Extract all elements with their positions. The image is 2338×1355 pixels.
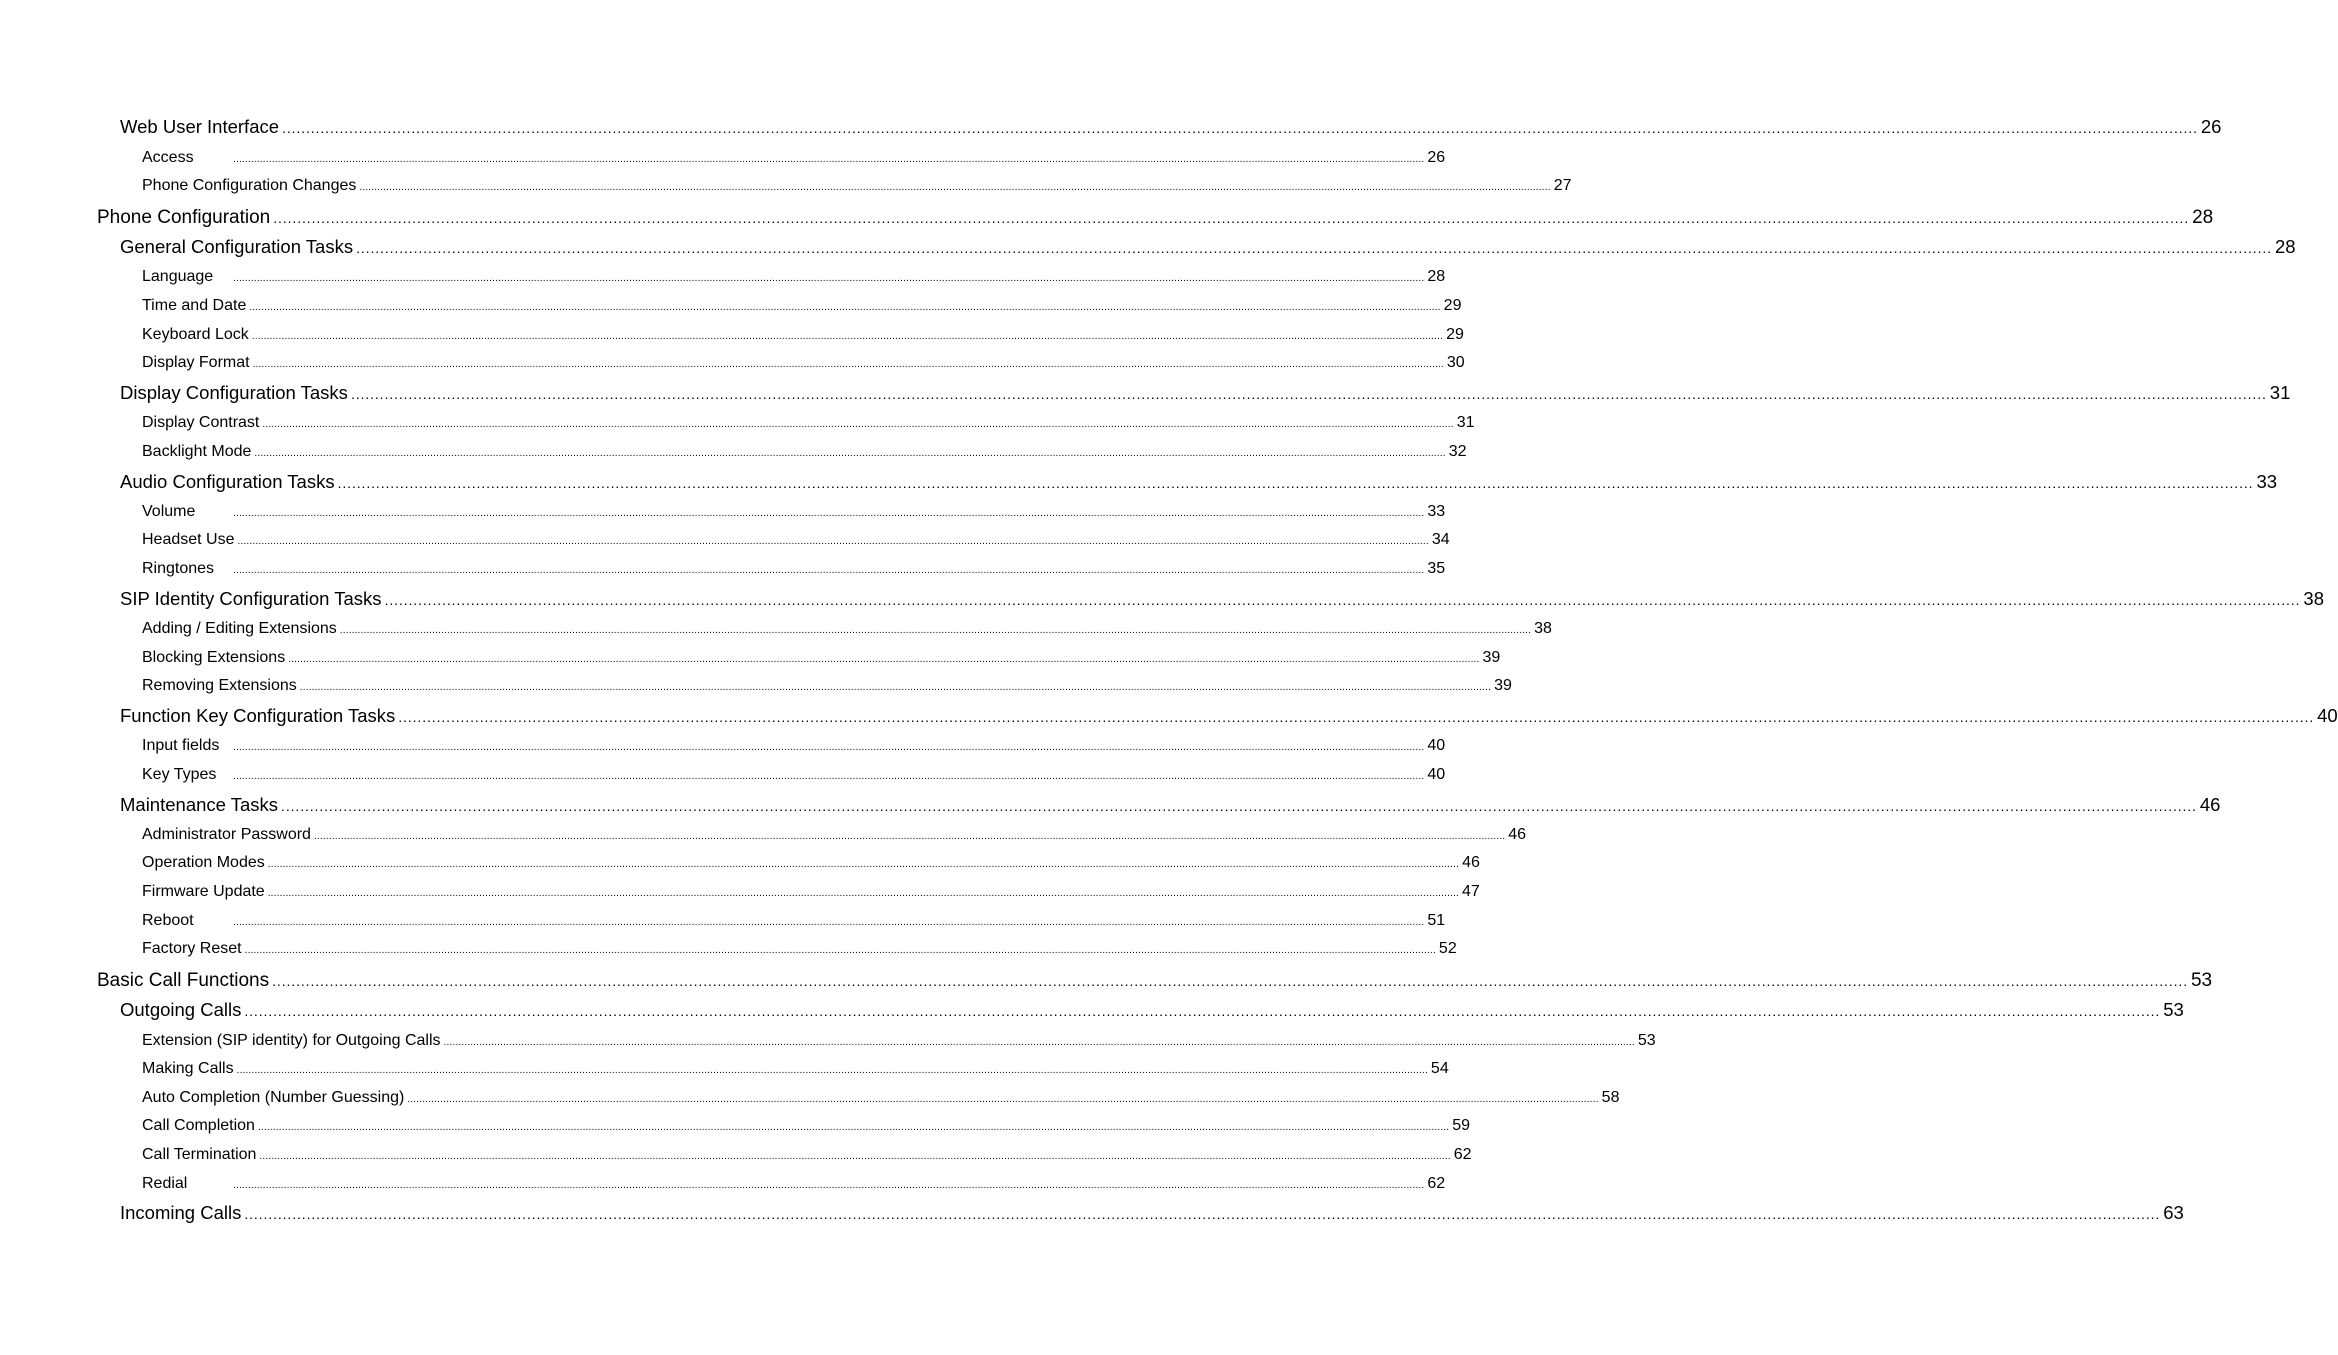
toc-entry-title: Function Key Configuration Tasks (120, 705, 396, 726)
toc-entry[interactable] (120, 1202, 2184, 1223)
toc-entry[interactable] (142, 268, 1446, 285)
toc-entry[interactable] (142, 677, 1512, 694)
dot-leader: ................................................................................................................................................................................................................................................................................................................................................................................................................ (236, 1065, 1428, 1076)
toc-entry-title: Input fields (142, 737, 220, 754)
toc-entry-page-number: 32 (1448, 443, 1467, 460)
dot-leader: ................................................................................................................................................................................................................................................................................................................................................................................................................ (398, 709, 2315, 725)
toc-entry[interactable] (120, 794, 2221, 815)
toc-entry-page-number: 38 (1534, 620, 1552, 637)
toc-entry-page-number: 54 (1430, 1060, 1449, 1077)
toc-entry-page-number: 46 (1462, 854, 1480, 871)
toc-entry[interactable] (142, 912, 1446, 929)
toc-entry-title: Firmware Update (142, 883, 265, 900)
toc-entry[interactable] (142, 354, 1465, 371)
dot-leader: ................................................................................................................................................................................................................................................................................................................................................................................................................ (359, 182, 1551, 193)
toc-entry[interactable] (142, 883, 1480, 900)
toc-entry-title: Call Completion (142, 1117, 255, 1134)
toc-entry[interactable] (142, 940, 1457, 957)
toc-entry-page-number: 34 (1431, 531, 1450, 548)
toc-entry[interactable] (142, 531, 1450, 548)
toc-entry-title: SIP Identity Configuration Tasks (120, 588, 382, 609)
toc-entry-page-number: 29 (1443, 297, 1462, 314)
toc-entry-title: Web User Interface (120, 116, 280, 137)
toc-entry-page-number: 53 (1637, 1032, 1656, 1049)
toc-entry[interactable] (120, 116, 2222, 137)
toc-entry-title: Removing Extensions (142, 677, 297, 694)
toc-entry-page-number: 33 (2256, 471, 2278, 492)
toc-entry-title: Time and Date (142, 297, 247, 314)
dot-leader: ................................................................................................................................................................................................................................................................................................................................................................................................................ (233, 273, 1425, 284)
toc-entry-title: Language (142, 268, 214, 285)
toc-entry-title: Outgoing Calls (120, 999, 242, 1020)
dot-leader: ................................................................................................................................................................................................................................................................................................................................................................................................................ (233, 917, 1425, 928)
toc-entry[interactable] (142, 737, 1446, 754)
dot-leader: ................................................................................................................................................................................................................................................................................................................................................................................................................ (273, 210, 2190, 226)
toc-entry[interactable] (120, 999, 2184, 1020)
toc-entry[interactable] (142, 560, 1446, 577)
toc-entry[interactable] (142, 177, 1572, 194)
toc-entry-page-number: 52 (1438, 940, 1457, 957)
dot-leader: ................................................................................................................................................................................................................................................................................................................................................................................................................ (267, 888, 1460, 899)
toc-entry-page-number: 26 (2200, 116, 2222, 137)
toc-entry[interactable] (142, 1060, 1449, 1077)
dot-leader: ................................................................................................................................................................................................................................................................................................................................................................................................................ (272, 973, 2188, 989)
toc-entry-title: Incoming Calls (120, 1202, 242, 1223)
toc-entry[interactable] (142, 443, 1467, 460)
dot-leader: ................................................................................................................................................................................................................................................................................................................................................................................................................ (233, 1180, 1425, 1191)
toc-entry[interactable] (142, 1117, 1471, 1134)
dot-leader: ................................................................................................................................................................................................................................................................................................................................................................................................................ (356, 240, 2272, 256)
toc-entry-page-number: 46 (2199, 794, 2221, 815)
toc-entry-page-number: 31 (1456, 414, 1475, 431)
dot-leader: ................................................................................................................................................................................................................................................................................................................................................................................................................ (249, 302, 1441, 313)
toc-entry[interactable] (97, 207, 2214, 228)
dot-leader: ................................................................................................................................................................................................................................................................................................................................................................................................................ (313, 831, 1506, 842)
dot-leader: ................................................................................................................................................................................................................................................................................................................................................................................................................ (443, 1037, 1635, 1048)
toc-entry[interactable] (120, 705, 2338, 726)
toc-entry[interactable] (142, 503, 1446, 520)
dot-leader: ................................................................................................................................................................................................................................................................................................................................................................................................................ (262, 419, 1454, 430)
dot-leader: ................................................................................................................................................................................................................................................................................................................................................................................................................ (407, 1094, 1599, 1105)
toc-entry[interactable] (142, 766, 1446, 783)
toc-entry-page-number: 59 (1452, 1117, 1471, 1134)
toc-entry-title: Adding / Editing Extensions (142, 620, 337, 637)
dot-leader: ................................................................................................................................................................................................................................................................................................................................................................................................................ (244, 1003, 2161, 1019)
toc-entry-page-number: 53 (2163, 999, 2184, 1020)
toc-entry[interactable] (97, 970, 2213, 991)
dot-leader: ................................................................................................................................................................................................................................................................................................................................................................................................................ (350, 386, 2267, 402)
toc-entry-page-number: 28 (1427, 268, 1446, 285)
toc-entry-page-number: 40 (2317, 705, 2338, 726)
dot-leader: ................................................................................................................................................................................................................................................................................................................................................................................................................ (384, 592, 2301, 608)
toc-entry-page-number: 33 (1427, 503, 1446, 520)
dot-leader: ................................................................................................................................................................................................................................................................................................................................................................................................................ (233, 565, 1425, 576)
toc-entry-page-number: 62 (1453, 1146, 1472, 1163)
toc-entry[interactable] (120, 236, 2296, 257)
toc-entry-title: Display Format (142, 354, 250, 371)
dot-leader: ................................................................................................................................................................................................................................................................................................................................................................................................................ (252, 359, 1444, 370)
dot-leader: ................................................................................................................................................................................................................................................................................................................................................................................................................ (337, 475, 2254, 491)
toc-entry-title: Call Termination (142, 1146, 257, 1163)
toc-entry-page-number: 28 (2274, 236, 2296, 257)
dot-leader: ................................................................................................................................................................................................................................................................................................................................................................................................................ (281, 798, 2197, 814)
toc-entry-title: Display Configuration Tasks (120, 382, 348, 403)
toc-entry-page-number: 63 (2163, 1202, 2184, 1223)
toc-entry-title: Factory Reset (142, 940, 242, 957)
toc-entry[interactable] (120, 471, 2278, 492)
dot-leader: ................................................................................................................................................................................................................................................................................................................................................................................................................ (254, 448, 1446, 459)
toc-entry[interactable] (142, 326, 1464, 343)
dot-leader: ................................................................................................................................................................................................................................................................................................................................................................................................................ (288, 654, 1480, 665)
toc-entry-page-number: 58 (1601, 1089, 1620, 1106)
toc-entry-title: Ringtones (142, 560, 215, 577)
toc-entry-title: Key Types (142, 766, 217, 783)
toc-entry-page-number: 28 (2192, 207, 2214, 228)
toc-entry[interactable] (142, 826, 1527, 843)
toc-entry-title: Operation Modes (142, 854, 265, 871)
toc-entry-title: Audio Configuration Tasks (120, 471, 335, 492)
toc-entry-page-number: 39 (1494, 677, 1512, 694)
dot-leader: ................................................................................................................................................................................................................................................................................................................................................................................................................ (251, 331, 1444, 342)
toc-entry-title: Maintenance Tasks (120, 794, 279, 815)
dot-leader: ................................................................................................................................................................................................................................................................................................................................................................................................................ (237, 536, 1429, 547)
toc-entry-page-number: 53 (2190, 970, 2213, 991)
toc-entry[interactable] (142, 1175, 1446, 1192)
dot-leader: ................................................................................................................................................................................................................................................................................................................................................................................................................ (259, 1151, 1451, 1162)
toc-entry-title: Backlight Mode (142, 443, 252, 460)
dot-leader: ................................................................................................................................................................................................................................................................................................................................................................................................................ (339, 625, 1532, 636)
toc-entry-title: Display Contrast (142, 414, 260, 431)
dot-leader: ................................................................................................................................................................................................................................................................................................................................................................................................................ (233, 154, 1425, 165)
toc-entry-page-number: 40 (1427, 737, 1446, 754)
toc-entry-title: Extension (SIP identity) for Outgoing Calls (142, 1032, 441, 1049)
toc-entry[interactable] (120, 382, 2291, 403)
toc-entry-page-number: 31 (2269, 382, 2291, 403)
dot-leader: ................................................................................................................................................................................................................................................................................................................................................................................................................ (244, 1206, 2161, 1222)
toc-entry-title: Basic Call Functions (97, 970, 270, 991)
toc-entry-page-number: 26 (1427, 149, 1446, 166)
toc-entry-title: Reboot (142, 912, 194, 929)
dot-leader: ................................................................................................................................................................................................................................................................................................................................................................................................................ (282, 120, 2198, 136)
toc-entry[interactable] (142, 1032, 1656, 1049)
toc-entry-page-number: 39 (1482, 649, 1501, 666)
dot-leader: ................................................................................................................................................................................................................................................................................................................................................................................................................ (299, 682, 1492, 693)
toc-entry-page-number: 29 (1446, 326, 1464, 343)
dot-leader: ................................................................................................................................................................................................................................................................................................................................................................................................................ (257, 1122, 1450, 1133)
toc-entry-title: Administrator Password (142, 826, 311, 843)
toc-entry-title: Headset Use (142, 531, 235, 548)
toc-entry-title: Keyboard Lock (142, 326, 249, 343)
toc-entry-title: Auto Completion (Number Guessing) (142, 1089, 405, 1106)
toc-entry-title: Making Calls (142, 1060, 234, 1077)
toc-entry[interactable] (142, 149, 1446, 166)
toc-entry-page-number: 46 (1508, 826, 1527, 843)
toc-entry-page-number: 62 (1427, 1175, 1446, 1192)
toc-entry[interactable] (142, 620, 1552, 637)
toc-entry[interactable] (142, 297, 1462, 314)
toc-entry-title: Volume (142, 503, 196, 520)
dot-leader: ................................................................................................................................................................................................................................................................................................................................................................................................................ (267, 859, 1460, 870)
toc-entry[interactable] (142, 1146, 1472, 1163)
dot-leader: ................................................................................................................................................................................................................................................................................................................................................................................................................ (233, 508, 1425, 519)
toc-entry-page-number: 40 (1427, 766, 1446, 783)
toc-entry-page-number: 27 (1553, 177, 1572, 194)
toc-entry[interactable] (142, 854, 1480, 871)
dot-leader: ................................................................................................................................................................................................................................................................................................................................................................................................................ (233, 771, 1425, 782)
toc-entry-title: Phone Configuration (97, 207, 271, 228)
dot-leader: ................................................................................................................................................................................................................................................................................................................................................................................................................ (244, 945, 1436, 956)
toc-entry-page-number: 38 (2303, 588, 2324, 609)
toc-entry[interactable] (142, 414, 1475, 431)
toc-entry[interactable] (142, 649, 1501, 666)
dot-leader: ................................................................................................................................................................................................................................................................................................................................................................................................................ (233, 742, 1425, 753)
toc-entry[interactable] (142, 1089, 1620, 1106)
toc-entry-title: Phone Configuration Changes (142, 177, 357, 194)
toc-entry-title: Access (142, 149, 194, 166)
toc-entry-title: Redial (142, 1175, 188, 1192)
toc-entry-title: General Configuration Tasks (120, 236, 354, 257)
toc-entry[interactable] (120, 588, 2324, 609)
toc-entry-page-number: 47 (1462, 883, 1480, 900)
toc-entry-title: Blocking Extensions (142, 649, 286, 666)
toc-entry-page-number: 35 (1427, 560, 1446, 577)
toc-entry-page-number: 51 (1427, 912, 1446, 929)
toc-entry-page-number: 30 (1446, 354, 1465, 371)
